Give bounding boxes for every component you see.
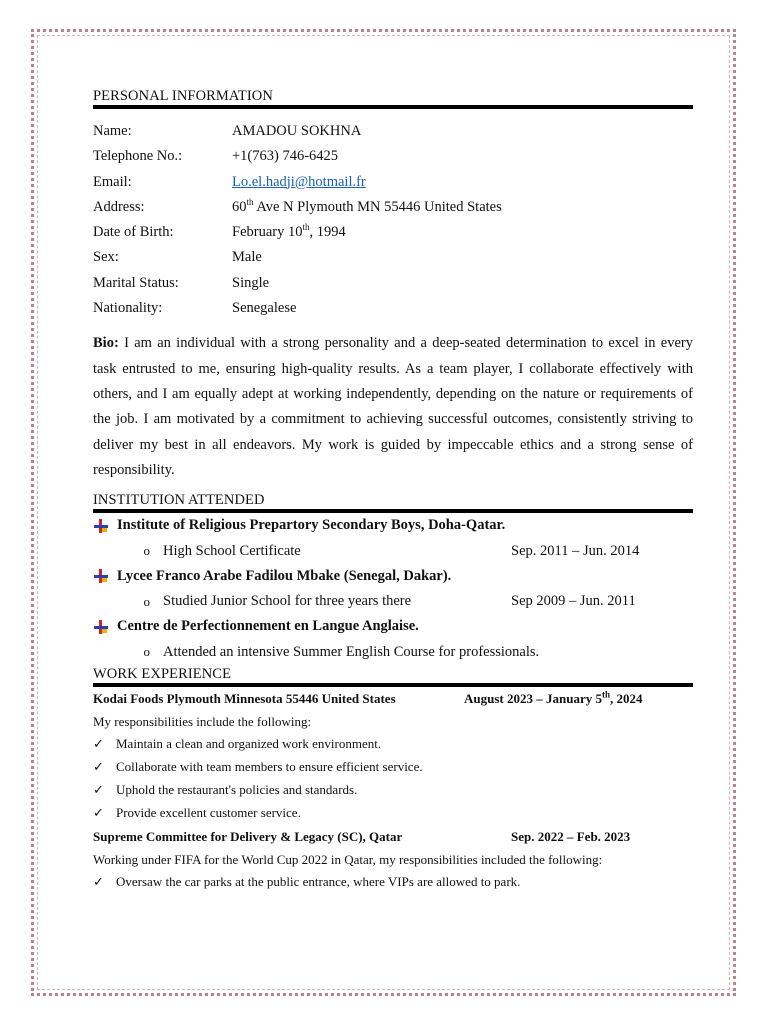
email-link[interactable]: Lo.el.hadji@hotmail.fr [232, 173, 366, 190]
duty-text: Maintain a clean and organized work environment. [116, 736, 382, 752]
info-label: Date of Birth: [93, 224, 174, 241]
personal-information-heading: PERSONAL INFORMATION [93, 88, 273, 104]
checkmark-icon: ✓ [93, 805, 104, 821]
colored-cross-bullet-icon [94, 620, 108, 634]
info-row-telephone [93, 144, 693, 169]
institution-name: Centre de Perfectionnement en Langue Anglaise. [117, 618, 419, 635]
address-rest: Ave N Plymouth MN 55446 United States [253, 198, 502, 215]
duty-item [93, 756, 693, 779]
job-date-end-year: , 2024 [609, 690, 643, 706]
job-employer: Kodai Foods Plymouth Minnesota 55446 United States [93, 690, 396, 706]
institution-detail-row [93, 589, 693, 614]
info-value-sex: Male [232, 249, 262, 266]
institution-list [93, 513, 693, 665]
checkmark-icon: ✓ [93, 759, 104, 775]
duty-item [93, 802, 693, 825]
institution-detail-row [93, 640, 693, 665]
birth-month-day: February 10 [232, 224, 303, 241]
info-row-birthdate [93, 220, 693, 245]
job-date-start: August 2023 – January 5 [464, 690, 602, 706]
job-intro: My responsibilities include the following: [93, 713, 312, 729]
institution-item [94, 513, 693, 538]
checkmark-icon: ✓ [93, 736, 104, 752]
colored-cross-bullet-icon [94, 519, 108, 533]
institution-detail: Attended an intensive Summer English Course for professionals. [163, 643, 540, 660]
info-value-telephone: +1(763) 746-6425 [232, 148, 339, 165]
colored-cross-bullet-icon [94, 569, 108, 583]
checkmark-icon: ✓ [93, 782, 104, 798]
info-label: Telephone No.: [93, 148, 183, 165]
resume-content [93, 87, 693, 894]
info-label: Nationality: [93, 300, 163, 317]
bio-text: I am an individual with a strong personality and a deep-seated determination to excel in every task entrusted to me, ensuring high-quality results. As a team player, I collaborate effectively with others, and I am equally adept at working independently, depending on the nature or requirements of the job. I am motivated by a commitment to achieving successful outcomes, consistently striving to deliver my best in all endeavors. My work is guided by impeccable ethics and a strong sense of responsibility. [93, 335, 693, 478]
ordinal-suffix: th [302, 222, 310, 233]
job-header [93, 825, 693, 848]
address-number: 60 [232, 198, 247, 215]
circle-bullet-icon: o [143, 593, 150, 609]
institution-name: Institute of Religious Prepartory Secondary Boys, Doha-Qatar. [117, 517, 506, 534]
ordinal-suffix: th [246, 197, 254, 208]
duty-item [93, 733, 693, 756]
info-value-marital-status: Single [232, 274, 270, 291]
ordinal-suffix: th [601, 689, 610, 700]
info-label: Marital Status: [93, 274, 179, 291]
info-value-nationality: Senegalese [232, 300, 297, 317]
institution-date: Sep 2009 – Jun. 2011 [511, 593, 636, 610]
info-row-address [93, 195, 693, 220]
duty-item [93, 871, 693, 894]
job-intro: Working under FIFA for the World Cup 2022 in Qatar, my responsibilities included the following: [93, 851, 603, 867]
circle-bullet-icon: o [143, 543, 150, 559]
institution-date: Sep. 2011 – Jun. 2014 [511, 542, 640, 559]
institution-detail-row [93, 538, 693, 563]
institution-detail: High School Certificate [163, 542, 301, 559]
job-date [464, 687, 642, 710]
duty-text: Provide excellent customer service. [116, 805, 301, 821]
info-row-marital-status [93, 271, 693, 296]
info-label: Name: [93, 123, 132, 139]
duty-item [93, 779, 693, 802]
job-header [93, 687, 693, 710]
bio-paragraph [93, 331, 693, 483]
job-employer: Supreme Committee for Delivery & Legacy (SC), Qatar [93, 828, 403, 844]
info-row-nationality [93, 296, 693, 321]
info-value-birthdate [232, 220, 693, 245]
info-row-name [93, 119, 693, 144]
section-rule [93, 105, 693, 109]
info-row-sex [93, 245, 693, 270]
info-label: Sex: [93, 249, 119, 266]
institution-name: Lycee Franco Arabe Fadilou Mbake (Senegal, Dakar). [117, 567, 452, 584]
institution-item [94, 564, 693, 589]
checkmark-icon: ✓ [93, 874, 104, 890]
duty-text: Uphold the restaurant's policies and standards. [116, 782, 358, 798]
info-value-name: AMADOU SOKHNA [232, 123, 362, 139]
institution-item [94, 614, 693, 639]
birth-year: , 1994 [309, 224, 346, 241]
circle-bullet-icon: o [143, 644, 150, 660]
bio-label: Bio: [93, 335, 119, 352]
institution-heading: INSTITUTION ATTENDED [93, 492, 265, 509]
personal-info-list [93, 119, 693, 321]
info-row-email [93, 170, 693, 195]
info-value-address [232, 195, 693, 220]
duty-text: Oversaw the car parks at the public entrance, where VIPs are allowed to park. [116, 874, 521, 890]
info-label: Address: [93, 198, 145, 215]
institution-detail: Studied Junior School for three years there [163, 593, 412, 610]
duty-text: Collaborate with team members to ensure efficient service. [116, 759, 423, 775]
work-experience-heading: WORK EXPERIENCE [93, 665, 232, 682]
info-label: Email: [93, 173, 132, 190]
job-date: Sep. 2022 – Feb. 2023 [511, 828, 631, 844]
